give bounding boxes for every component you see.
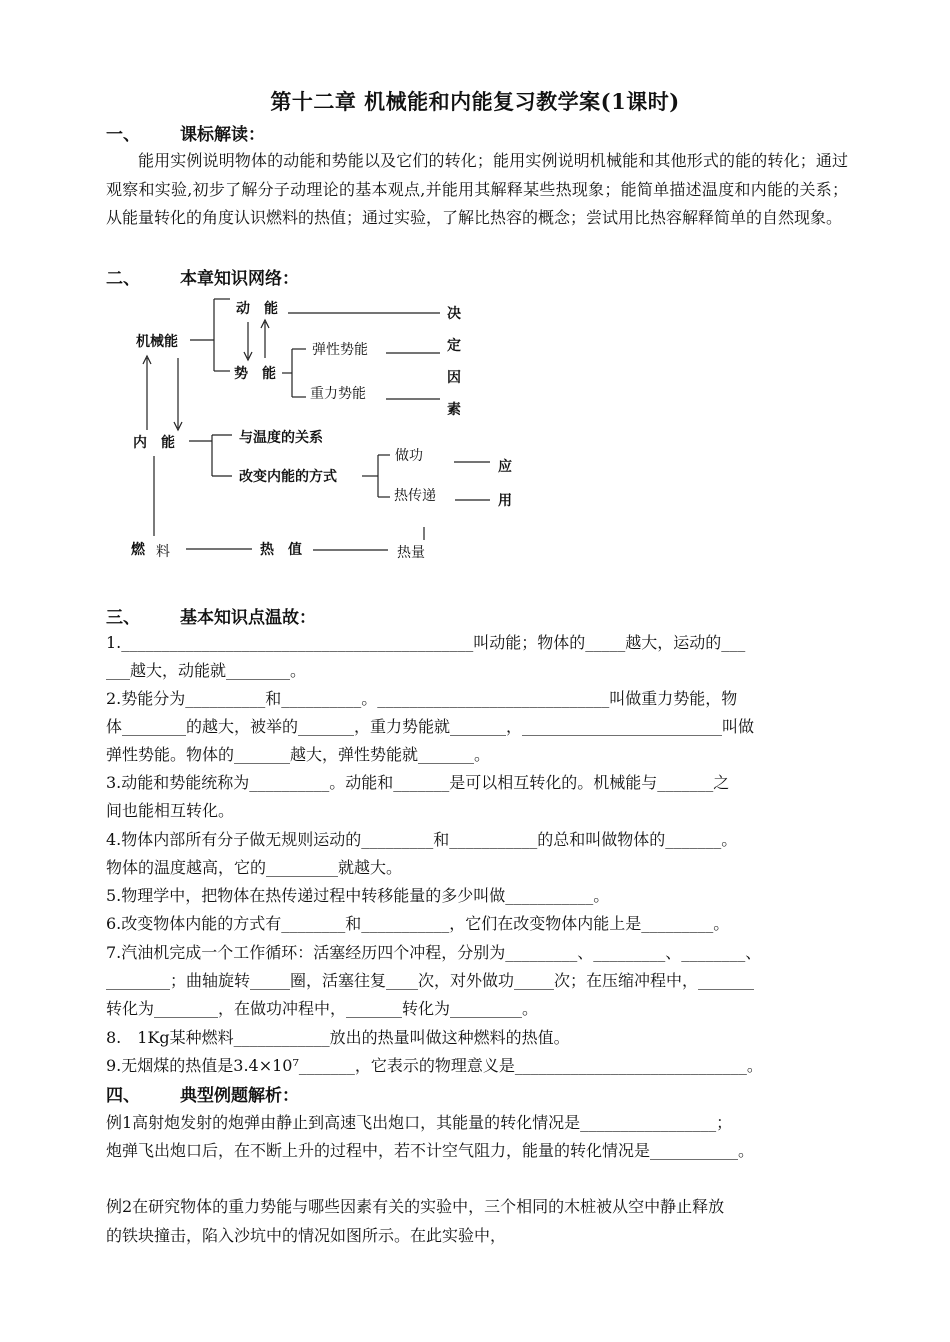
- node-determining-factor-4: 素: [447, 402, 461, 418]
- question-line: 7.汽油机完成一个工作循环：活塞经历四个冲程，分别为_________、_________、________、: [106, 943, 762, 962]
- example-line: 例2在研究物体的重力势能与哪些因素有关的实验中，三个相同的木桩被从空中静止释放: [106, 1197, 725, 1216]
- section-3-heading: [106, 603, 316, 628]
- node-fuel-2: 料: [156, 544, 170, 560]
- question-line: 转化为________，在做功冲程中，_______转化为_________。: [106, 999, 539, 1018]
- node-change-methods: 改变内能的方式: [239, 469, 337, 485]
- question-line: 9.无烟煤的热值是3.4×10⁷_______，它表示的物理意义是_____________________________。: [106, 1056, 763, 1075]
- question-line: 4.物体内部所有分子做无规则运动的_________和___________的总和叫做物体的_______。: [106, 830, 738, 849]
- node-determining-factor-3: 因: [447, 370, 461, 386]
- example-line: 例1高射炮发射的炮弹由静止到高速飞出炮口，其能量的转化情况是_________________；: [106, 1113, 733, 1132]
- section-4-heading: [106, 1081, 299, 1106]
- question-line: 体________的越大，被举的_______，重力势能就_______，_________________________叫做: [106, 717, 755, 736]
- node-internal-energy: 内 能: [133, 435, 175, 451]
- question-line: 间也能相互转化。: [106, 801, 235, 820]
- section-number: 一、: [106, 125, 140, 145]
- example-line: 的铁块撞击，陷入沙坑中的情况如图所示。在此实验中，: [106, 1226, 507, 1245]
- node-doing-work: 做功: [395, 448, 423, 464]
- node-determining-factor-2: 定: [447, 338, 461, 354]
- node-gravitational-potential: 重力势能: [310, 386, 366, 402]
- node-application-1: 应: [498, 459, 512, 475]
- section-title: 课标解读：: [180, 125, 265, 145]
- node-application-2: 用: [498, 493, 512, 509]
- section-number: 二、: [106, 269, 140, 289]
- question-line: 物体的温度越高，它的_________就越大。: [106, 858, 403, 877]
- page-title: 第十二章 机械能和内能复习教学案(1课时): [270, 89, 680, 114]
- node-mechanical-energy: 机械能: [136, 334, 178, 350]
- section-title: 本章知识网络：: [180, 269, 299, 289]
- node-kinetic-energy: 动 能: [236, 301, 278, 317]
- question-line: 8. 1Kg某种燃料____________放出的热量叫做这种燃料的热值。: [106, 1028, 570, 1047]
- question-line: 6.改变物体内能的方式有________和___________，它们在改变物体内能上是_________。: [106, 914, 730, 933]
- standard-paragraph: 能用实例说明物体的动能和势能以及它们的转化；能用实例说明机械能和其他形式的能的转化；通过观察和实验,初步了解分子动理论的基本观点,并能用其解释某些热现象；能简单描述温度和内能的关系；从能量转化的角度认识燃料的热值；通过实验，了解比热容的概念；尝试用比热容解释简单的自然现象。: [106, 151, 848, 227]
- question-line: 5.物理学中，把物体在热传递过程中转移能量的多少叫做___________。: [106, 886, 610, 905]
- node-elastic-potential: 弹性势能: [312, 342, 368, 358]
- question-line: 弹性势能。物体的_______越大，弹性势能就_______。: [106, 745, 491, 764]
- question-line: ________；曲轴旋转_____圈，活塞往复____次，对外做功_____次；在压缩冲程中，_______: [106, 971, 755, 990]
- node-fuel-1: 燃: [131, 542, 145, 558]
- section-number: 四、: [106, 1086, 140, 1106]
- question-line: 2.势能分为__________和__________。_____________________________叫做重力势能，物: [106, 689, 738, 708]
- example-line: 炮弹飞出炮口后，在不断上升的过程中，若不计空气阻力，能量的转化情况是___________。: [106, 1141, 755, 1160]
- node-heat-quantity: 热量: [397, 545, 425, 561]
- node-temperature-relation: 与温度的关系: [239, 430, 323, 446]
- question-line: ___越大，动能就________。: [106, 661, 307, 680]
- section-number: 三、: [106, 608, 140, 628]
- node-heat-value: 热 值: [260, 542, 302, 558]
- question-line: 1.____________________________________________叫动能；物体的_____越大，运动的___: [106, 633, 746, 652]
- node-potential-energy: 势 能: [234, 366, 276, 382]
- question-line: 3.动能和势能统称为__________。动能和_______是可以相互转化的。机械能与_______之: [106, 773, 730, 792]
- node-determining-factor-1: 决: [447, 306, 461, 322]
- section-title: 基本知识点温故：: [180, 608, 316, 628]
- node-heat-transfer: 热传递: [394, 488, 436, 504]
- section-title: 典型例题解析：: [180, 1086, 299, 1106]
